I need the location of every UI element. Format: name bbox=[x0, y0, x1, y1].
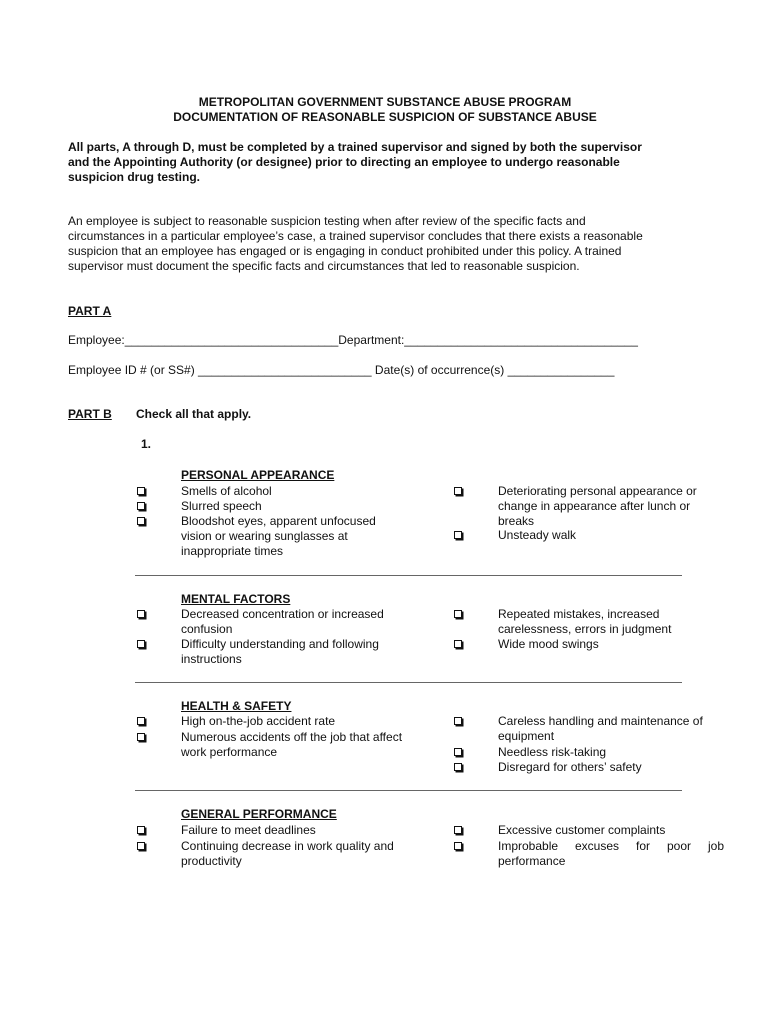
section-divider bbox=[135, 682, 682, 683]
form-subtitle: DOCUMENTATION OF REASONABLE SUSPICION OF SUBSTANCE ABUSE bbox=[173, 110, 597, 124]
checkbox[interactable] bbox=[137, 733, 145, 741]
check-item-label bbox=[498, 839, 724, 869]
checkbox[interactable] bbox=[137, 487, 145, 495]
checkbox[interactable] bbox=[454, 842, 462, 850]
checkbox[interactable] bbox=[454, 763, 462, 771]
checkbox[interactable] bbox=[137, 842, 145, 850]
checkbox[interactable] bbox=[454, 610, 462, 618]
checkbox[interactable] bbox=[137, 610, 145, 618]
instructions bbox=[68, 140, 688, 185]
category-title-mental-factors: MENTAL FACTORS bbox=[181, 592, 291, 606]
part-b-number: 1. bbox=[141, 437, 152, 451]
part-a-heading: PART A bbox=[68, 304, 112, 318]
check-item-label: Disregard for others’ safety bbox=[498, 760, 642, 774]
check-item-label-line: Improbable excuses for poor job bbox=[498, 839, 724, 853]
check-item-label: Deteriorating personal appearance or change in appearance after lunch or breaks bbox=[498, 484, 697, 528]
check-item-label: Excessive customer complaints bbox=[498, 823, 666, 837]
instructions-line: and the Appointing Authority (or designee) prior to directing an employee to undergo reasonable bbox=[68, 155, 620, 169]
checkbox[interactable] bbox=[137, 640, 145, 648]
checkbox[interactable] bbox=[454, 826, 462, 834]
checkbox[interactable] bbox=[137, 502, 145, 510]
category-title-general-performance: GENERAL PERFORMANCE bbox=[181, 807, 337, 821]
intro-line: circumstances in a particular employee’s case, a trained supervisor concludes that there exists a reasonable bbox=[68, 229, 643, 243]
checkbox[interactable] bbox=[137, 517, 145, 525]
check-item-label: Repeated mistakes, increased carelessness, errors in judgment bbox=[498, 607, 672, 636]
intro-paragraph bbox=[68, 214, 708, 274]
checkbox[interactable] bbox=[137, 717, 145, 725]
check-item-label: Wide mood swings bbox=[498, 637, 599, 651]
check-item-label: Needless risk-taking bbox=[498, 745, 607, 759]
check-item-label: Unsteady walk bbox=[498, 528, 577, 542]
employee-id-date-line[interactable]: Employee ID # (or SS#) __________________________ Date(s) of occurrence(s) ________________ bbox=[68, 363, 615, 377]
section-divider bbox=[135, 575, 682, 576]
check-item-label: Smells of alcohol bbox=[181, 484, 272, 498]
part-b-heading: PART B bbox=[68, 407, 112, 421]
check-item-label: High on-the-job accident rate bbox=[181, 714, 336, 728]
intro-line: An employee is subject to reasonable suspicion testing when after review of the specific facts and bbox=[68, 214, 586, 228]
intro-line: suspicion that an employee has engaged or is engaging in conduct prohibited under this policy. A trained bbox=[68, 244, 622, 258]
check-item-label: Careless handling and maintenance of equipment bbox=[498, 714, 703, 743]
checkbox[interactable] bbox=[454, 531, 462, 539]
check-item-label-line: performance bbox=[498, 854, 566, 868]
category-title-health-safety: HEALTH & SAFETY bbox=[181, 699, 292, 713]
instructions-line: suspicion drug testing. bbox=[68, 170, 201, 184]
section-divider bbox=[135, 790, 682, 791]
employee-department-line[interactable]: Employee:________________________________Department:___________________________________ bbox=[68, 333, 638, 347]
check-item-label: Decreased concentration or increased confusion bbox=[181, 607, 384, 636]
check-item-label: Continuing decrease in work quality and productivity bbox=[181, 839, 394, 868]
check-item-label: Numerous accidents off the job that affect work performance bbox=[181, 730, 403, 759]
checkbox[interactable] bbox=[454, 748, 462, 756]
instructions-line: All parts, A through D, must be completed by a trained supervisor and signed by both the supervisor bbox=[68, 140, 642, 154]
check-item-label: Difficulty understanding and following instructions bbox=[181, 637, 379, 666]
part-b-instruction: Check all that apply. bbox=[136, 407, 252, 421]
form-title: METROPOLITAN GOVERNMENT SUBSTANCE ABUSE PROGRAM bbox=[198, 95, 572, 109]
check-item-label: Failure to meet deadlines bbox=[181, 823, 316, 837]
check-item-label: Slurred speech bbox=[181, 499, 262, 513]
checkbox[interactable] bbox=[454, 640, 462, 648]
category-title-personal-appearance: PERSONAL APPEARANCE bbox=[181, 468, 335, 482]
checkbox[interactable] bbox=[454, 487, 462, 495]
checkbox[interactable] bbox=[454, 717, 462, 725]
check-item-label: Bloodshot eyes, apparent unfocused vision or wearing sunglasses at inappropriate times bbox=[181, 514, 376, 558]
intro-line: supervisor must document the specific facts and circumstances that led to reasonable suspicion. bbox=[68, 259, 580, 273]
checkbox[interactable] bbox=[137, 826, 145, 834]
